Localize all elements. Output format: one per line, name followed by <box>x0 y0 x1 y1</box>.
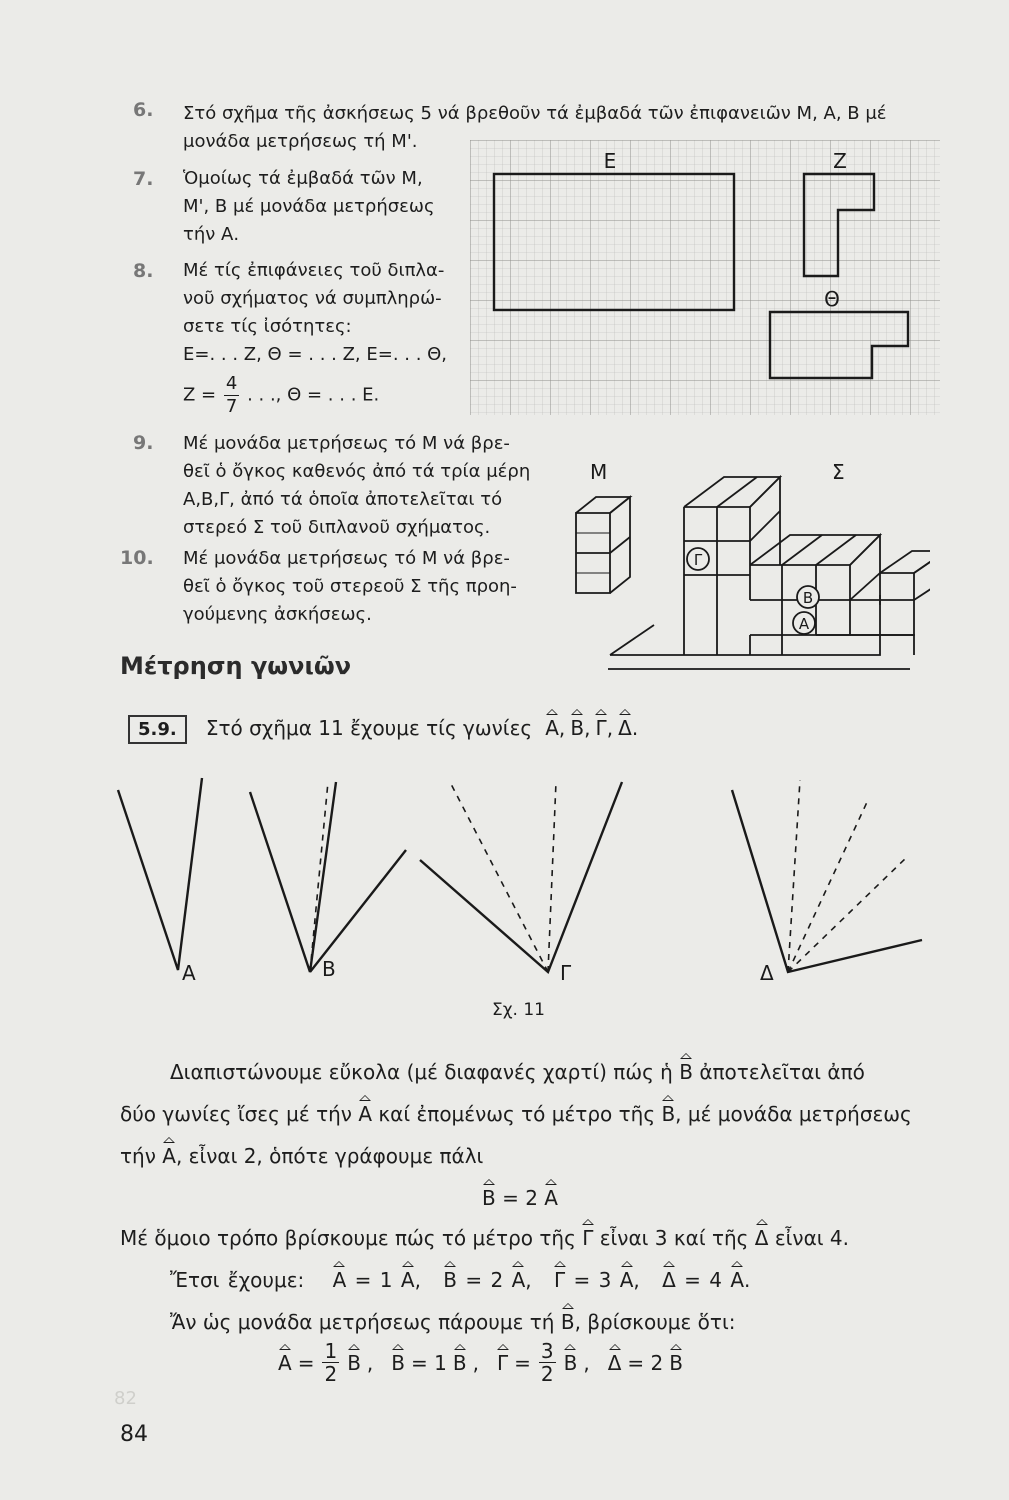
exercise-9-line: Α,Β,Γ, ἀπό τά ὁποῖα ἀποτελεῖται τό <box>183 489 503 510</box>
exercise-8-line: Ε=. . . Ζ, Θ = . . . Ζ, Ε=. . . Θ, <box>183 344 448 365</box>
angle-letter: Β <box>452 1350 467 1375</box>
angle-letter: Α <box>358 1102 373 1126</box>
angle-letter: Α <box>332 1268 347 1292</box>
cube-solid-figure <box>560 455 930 675</box>
angle-letter: Β <box>560 1310 575 1334</box>
angle-letter: Α <box>400 1268 415 1292</box>
page-number: 84 <box>120 1422 148 1447</box>
angle-letter: Α <box>511 1268 526 1292</box>
paragraph-line <box>170 1310 735 1334</box>
exercise-9-line: θεῖ ὁ ὄγκος καθενός ἀπό τά τρία μέρη <box>183 461 531 482</box>
equation-b-2a <box>482 1186 558 1210</box>
angle-letter: Δ <box>754 1226 769 1250</box>
label-m: Μ <box>590 460 608 484</box>
exercise-7-line: Μ', Β μέ μονάδα μετρήσεως <box>183 196 435 217</box>
label-sigma: Σ <box>832 460 845 484</box>
label-angle-b: Β <box>322 957 336 981</box>
fraction-numerator: 3 <box>540 1339 554 1363</box>
fraction <box>224 373 239 418</box>
label-gamma: Γ <box>693 551 703 569</box>
angle-gamma <box>420 782 622 972</box>
exercise-6-number: 6. <box>133 99 154 121</box>
text: καί ἐπομένως τό μέτρο τῆς <box>378 1102 656 1126</box>
fraction-equations: Α = $\frac{1}{2}$ Β , Β = 1 Β , Γ = $\frac{3}{2}$ Β , Δ = 2 Β <box>278 1339 683 1386</box>
angle-letter: Γ <box>496 1350 509 1375</box>
exercise-7-line: τήν Α. <box>183 224 240 245</box>
label-angle-a: Α <box>182 961 196 985</box>
angle-letter: Α <box>545 716 559 740</box>
figure-caption: Σχ. 11 <box>492 1000 546 1020</box>
angle-delta <box>732 790 922 972</box>
exercise-7-text <box>183 165 435 249</box>
exercise-10-line: γούμενης ἀσκήσεως. <box>183 604 372 625</box>
text: , μέ μονάδα μετρήσεως <box>675 1102 912 1126</box>
angle-letter: Β <box>563 1350 578 1375</box>
label-theta: Θ <box>824 287 840 311</box>
section-rule <box>608 668 910 670</box>
angle-letter: Α <box>544 1186 558 1210</box>
exercise-8-line: σετε τίς ἰσότητες: <box>183 316 352 337</box>
angle-letter: Γ <box>595 716 607 740</box>
exercise-9-line: Μέ μονάδα μετρήσεως τό Μ νά βρε- <box>183 433 510 454</box>
angle-letter: Β <box>669 1350 683 1375</box>
angle-letter: Γ <box>553 1268 566 1292</box>
angle-b <box>250 782 406 972</box>
angle-letter: Β <box>347 1350 361 1375</box>
fraction <box>539 1340 556 1385</box>
label-e: Ε <box>603 149 617 173</box>
text: Ἔτσι ἔχουμε: <box>170 1268 305 1292</box>
exercise-7-line: Ὁμοίως τά ἐμβαδά τῶν Μ, <box>183 168 423 189</box>
angle-letter: Β <box>443 1268 458 1292</box>
fraction-rest: . . ., Θ = . . . Ε. <box>247 384 380 406</box>
paragraph-line: Ἔτσι ἔχουμε: Α = 1 Α, Β = 2 Α, Γ = 3 Α, Δ = 4 Α. <box>170 1268 751 1292</box>
angle-letter: Α <box>619 1268 634 1292</box>
text: = 4 <box>684 1268 722 1292</box>
exercise-7-number: 7. <box>133 168 154 190</box>
text: = 2 <box>502 1186 538 1210</box>
text: = 3 <box>573 1268 612 1292</box>
angle-letter: Β <box>679 1060 693 1084</box>
text: Διαπιστώνουμε εὔκολα (μέ διαφανές χαρτί) πώς ἡ <box>170 1060 673 1084</box>
text: = 1 <box>354 1268 393 1292</box>
text: , εἶναι 2, ὁπότε γράφουμε πάλι <box>175 1144 484 1168</box>
exercise-8-line: Μέ τίς ἐπιφάνειες τοῦ διπλα- <box>183 260 445 281</box>
exercise-10-number: 10. <box>120 547 154 569</box>
angle-letter: Α <box>278 1350 292 1375</box>
fraction-denominator: 2 <box>540 1362 554 1386</box>
section-5-9-heading: 5.9. Στό σχῆμα 11 ἔχουμε τίς γωνίες Α, Β, Γ, Δ. <box>128 716 638 740</box>
exercise-8-line: νοῦ σχήματος νά συμπληρώ- <box>183 288 442 309</box>
fraction-denominator: 7 <box>225 396 238 417</box>
exercise-10-line: θεῖ ὁ ὄγκος τοῦ στερεοῦ Σ τῆς προη- <box>183 576 517 597</box>
text: εἶναι 3 καί τῆς <box>599 1226 749 1250</box>
text: = 2 <box>465 1268 504 1292</box>
label-angle-gamma: Γ <box>560 961 572 985</box>
text: τήν <box>120 1144 156 1168</box>
text: = <box>297 1350 315 1375</box>
angle-letter: Β <box>482 1186 496 1210</box>
text: δύο γωνίες ἴσες μέ τήν <box>120 1102 352 1126</box>
exercise-9-text <box>183 430 530 542</box>
text: = 1 <box>411 1350 447 1375</box>
text: εἶναι 4. <box>774 1226 849 1250</box>
angle-letter: Δ <box>618 716 632 740</box>
angle-letter: Δ <box>607 1350 622 1375</box>
fraction-denominator: 2 <box>324 1362 338 1386</box>
fraction <box>322 1340 339 1385</box>
paragraph-line <box>120 1226 849 1250</box>
section-5-9-text: Στό σχῆμα 11 ἔχουμε τίς γωνίες <box>205 716 533 740</box>
section-title: Μέτρηση γωνιῶν <box>120 652 352 680</box>
graph-paper <box>470 140 940 415</box>
label-alpha: Α <box>798 615 810 633</box>
exercise-9-line: στερεό Σ τοῦ διπλανοῦ σχήματος. <box>183 517 491 538</box>
text: = <box>514 1350 531 1375</box>
exercise-6-text: Στό σχῆμα τῆς ἀσκήσεως 5 νά βρεθοῦν τά ἐμβαδά τῶν ἐπιφανειῶν Μ, Α, Β μέ μονάδα μετρήσεως τή Μ'. <box>183 103 887 152</box>
label-beta: Β <box>802 589 814 607</box>
ghost-page-number: 82 <box>114 1388 137 1409</box>
fraction-numerator: 4 <box>225 373 238 394</box>
angle-letter: Α <box>162 1144 176 1168</box>
paragraph-line <box>120 1144 483 1168</box>
exercise-8-number: 8. <box>133 260 154 282</box>
angle-a <box>118 778 202 970</box>
label-z: Ζ <box>833 149 847 173</box>
text: , βρίσκουμε ὅτι: <box>574 1310 736 1334</box>
exercise-9-number: 9. <box>133 432 154 454</box>
paragraph-line <box>120 1102 912 1126</box>
paragraph-line <box>170 1060 865 1084</box>
angle-letter: Β <box>570 716 585 740</box>
exercise-10-text <box>183 545 517 629</box>
fraction-numerator: 1 <box>324 1339 338 1363</box>
text: = 2 <box>627 1350 664 1375</box>
grid-figure <box>470 140 940 415</box>
z-equals: Ζ = <box>183 384 217 406</box>
angle-letter: Β <box>391 1350 406 1375</box>
angle-letter: Γ <box>582 1226 594 1250</box>
exercise-10-line: Μέ μονάδα μετρήσεως τό Μ νά βρε- <box>183 548 510 569</box>
text: Ἄν ὡς μονάδα μετρήσεως πάρουμε τή <box>170 1310 555 1334</box>
section-number-box: 5.9. <box>128 715 187 744</box>
label-angle-delta: Δ <box>760 961 774 985</box>
angle-letter: Α <box>730 1268 745 1292</box>
exercise-8-fraction-line <box>183 373 447 418</box>
exercise-8-text <box>183 257 447 418</box>
angle-letter: Β <box>661 1102 676 1126</box>
angle-letter: Δ <box>662 1268 676 1292</box>
angles-figure <box>100 760 930 1030</box>
text: Μέ ὅμοιο τρόπο βρίσκουμε πώς τό μέτρο τῆς <box>120 1226 576 1250</box>
text: ἀποτελεῖται ἀπό <box>699 1060 865 1084</box>
